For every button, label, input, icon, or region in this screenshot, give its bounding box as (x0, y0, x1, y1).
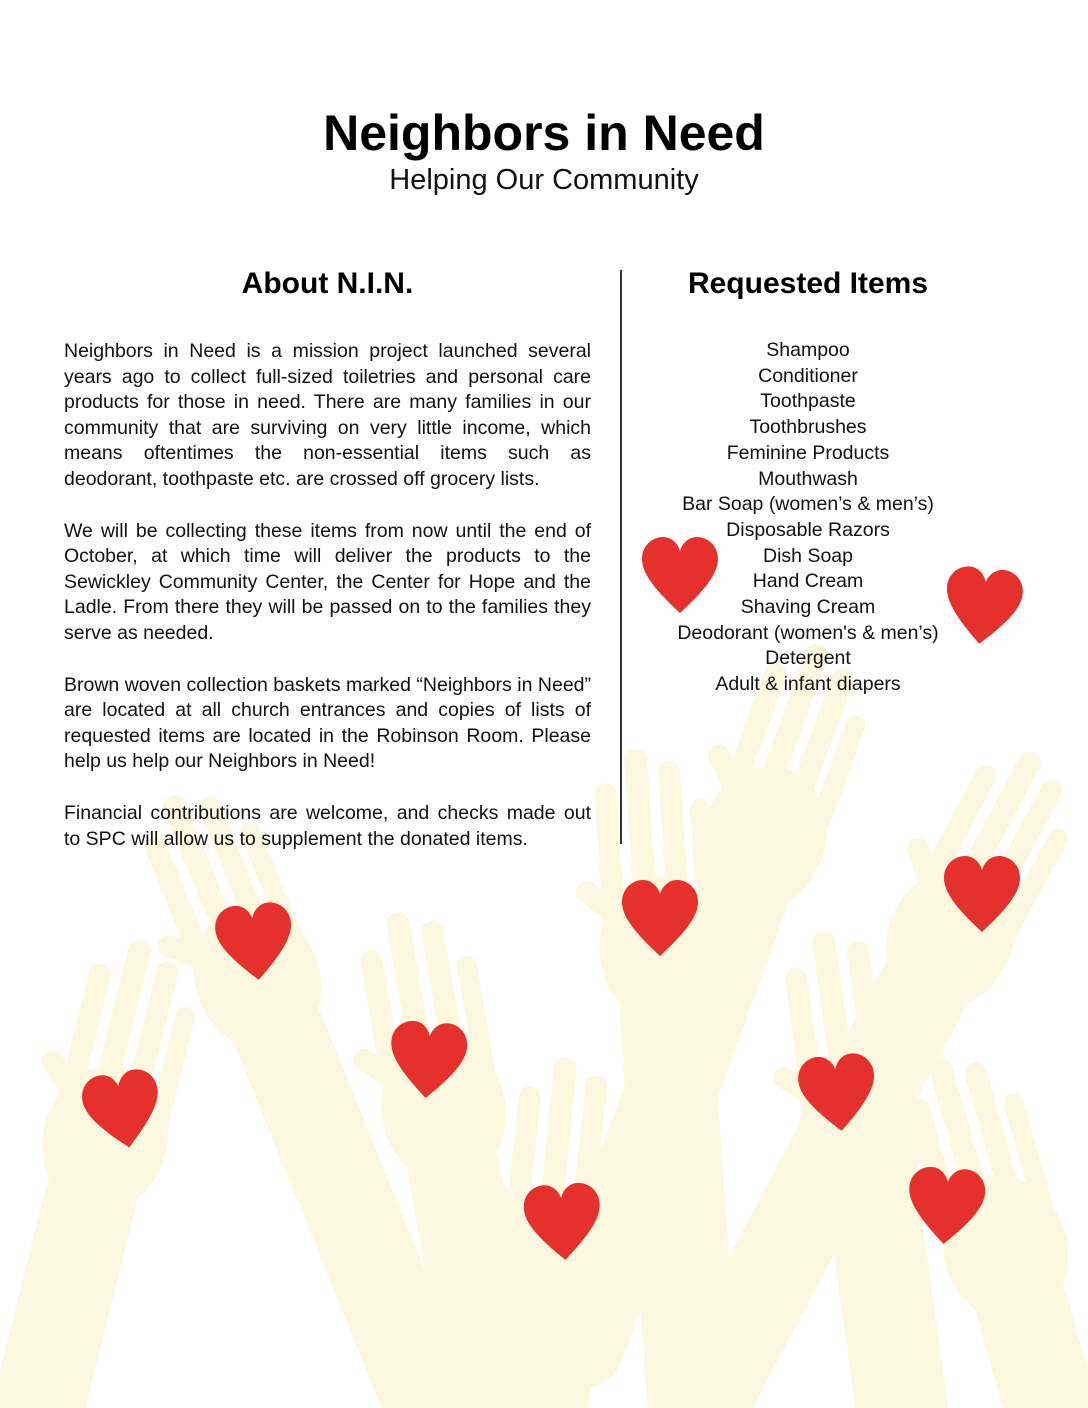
list-item: Dish Soap (763, 544, 853, 567)
about-heading: About N.I.N. (241, 267, 414, 300)
list-item: Toothpaste (760, 390, 856, 413)
requested-items-heading: Requested Items (687, 267, 929, 300)
list-item: Bar Soap (women’s & men’s) (682, 493, 934, 516)
page-subtitle: Helping Our Community (389, 164, 699, 196)
about-paragraph: We will be collecting these items from now until the end of October, at which time will deliver the products to the Sewickley Community Center, the Center for Hope and the Ladle. From there they will be passed on to the families they serve as needed. (64, 519, 591, 644)
list-item: Toothbrushes (749, 416, 867, 439)
about-section (64, 339, 591, 878)
list-item: Shaving Cream (740, 596, 876, 619)
list-item: Conditioner (758, 364, 858, 387)
about-paragraph: Brown woven collection baskets marked “Neighbors in Need” are located at all church entrances and copies of lists of requested items are located in the Robinson Room. Please help us help our Neighbors in Need! (64, 673, 591, 773)
list-item: Deodorant (women's & men’s) (677, 621, 939, 644)
requested-items-list (640, 338, 976, 698)
page-title: Neighbors in Need (323, 105, 765, 161)
list-item: Disposable Razors (726, 518, 890, 541)
about-paragraph: Financial contributions are welcome, and checks made out to SPC will allow us to supplement the donated items. (64, 801, 591, 850)
list-item: Hand Cream (752, 570, 864, 593)
list-item: Mouthwash (758, 467, 858, 490)
list-item: Shampoo (766, 339, 850, 361)
list-item: Feminine Products (726, 441, 890, 464)
column-divider (620, 270, 622, 844)
list-item: Detergent (765, 647, 851, 670)
about-paragraph: Neighbors in Need is a mission project launched several years ago to collect full-sized toiletries and personal care products for those in need. There are many families in our community that are surviving on very little income, which means oftentimes the non-essential items such as deodorant, toothpaste etc. are crossed off grocery lists. (64, 340, 591, 490)
list-item: Adult & infant diapers (715, 673, 901, 696)
